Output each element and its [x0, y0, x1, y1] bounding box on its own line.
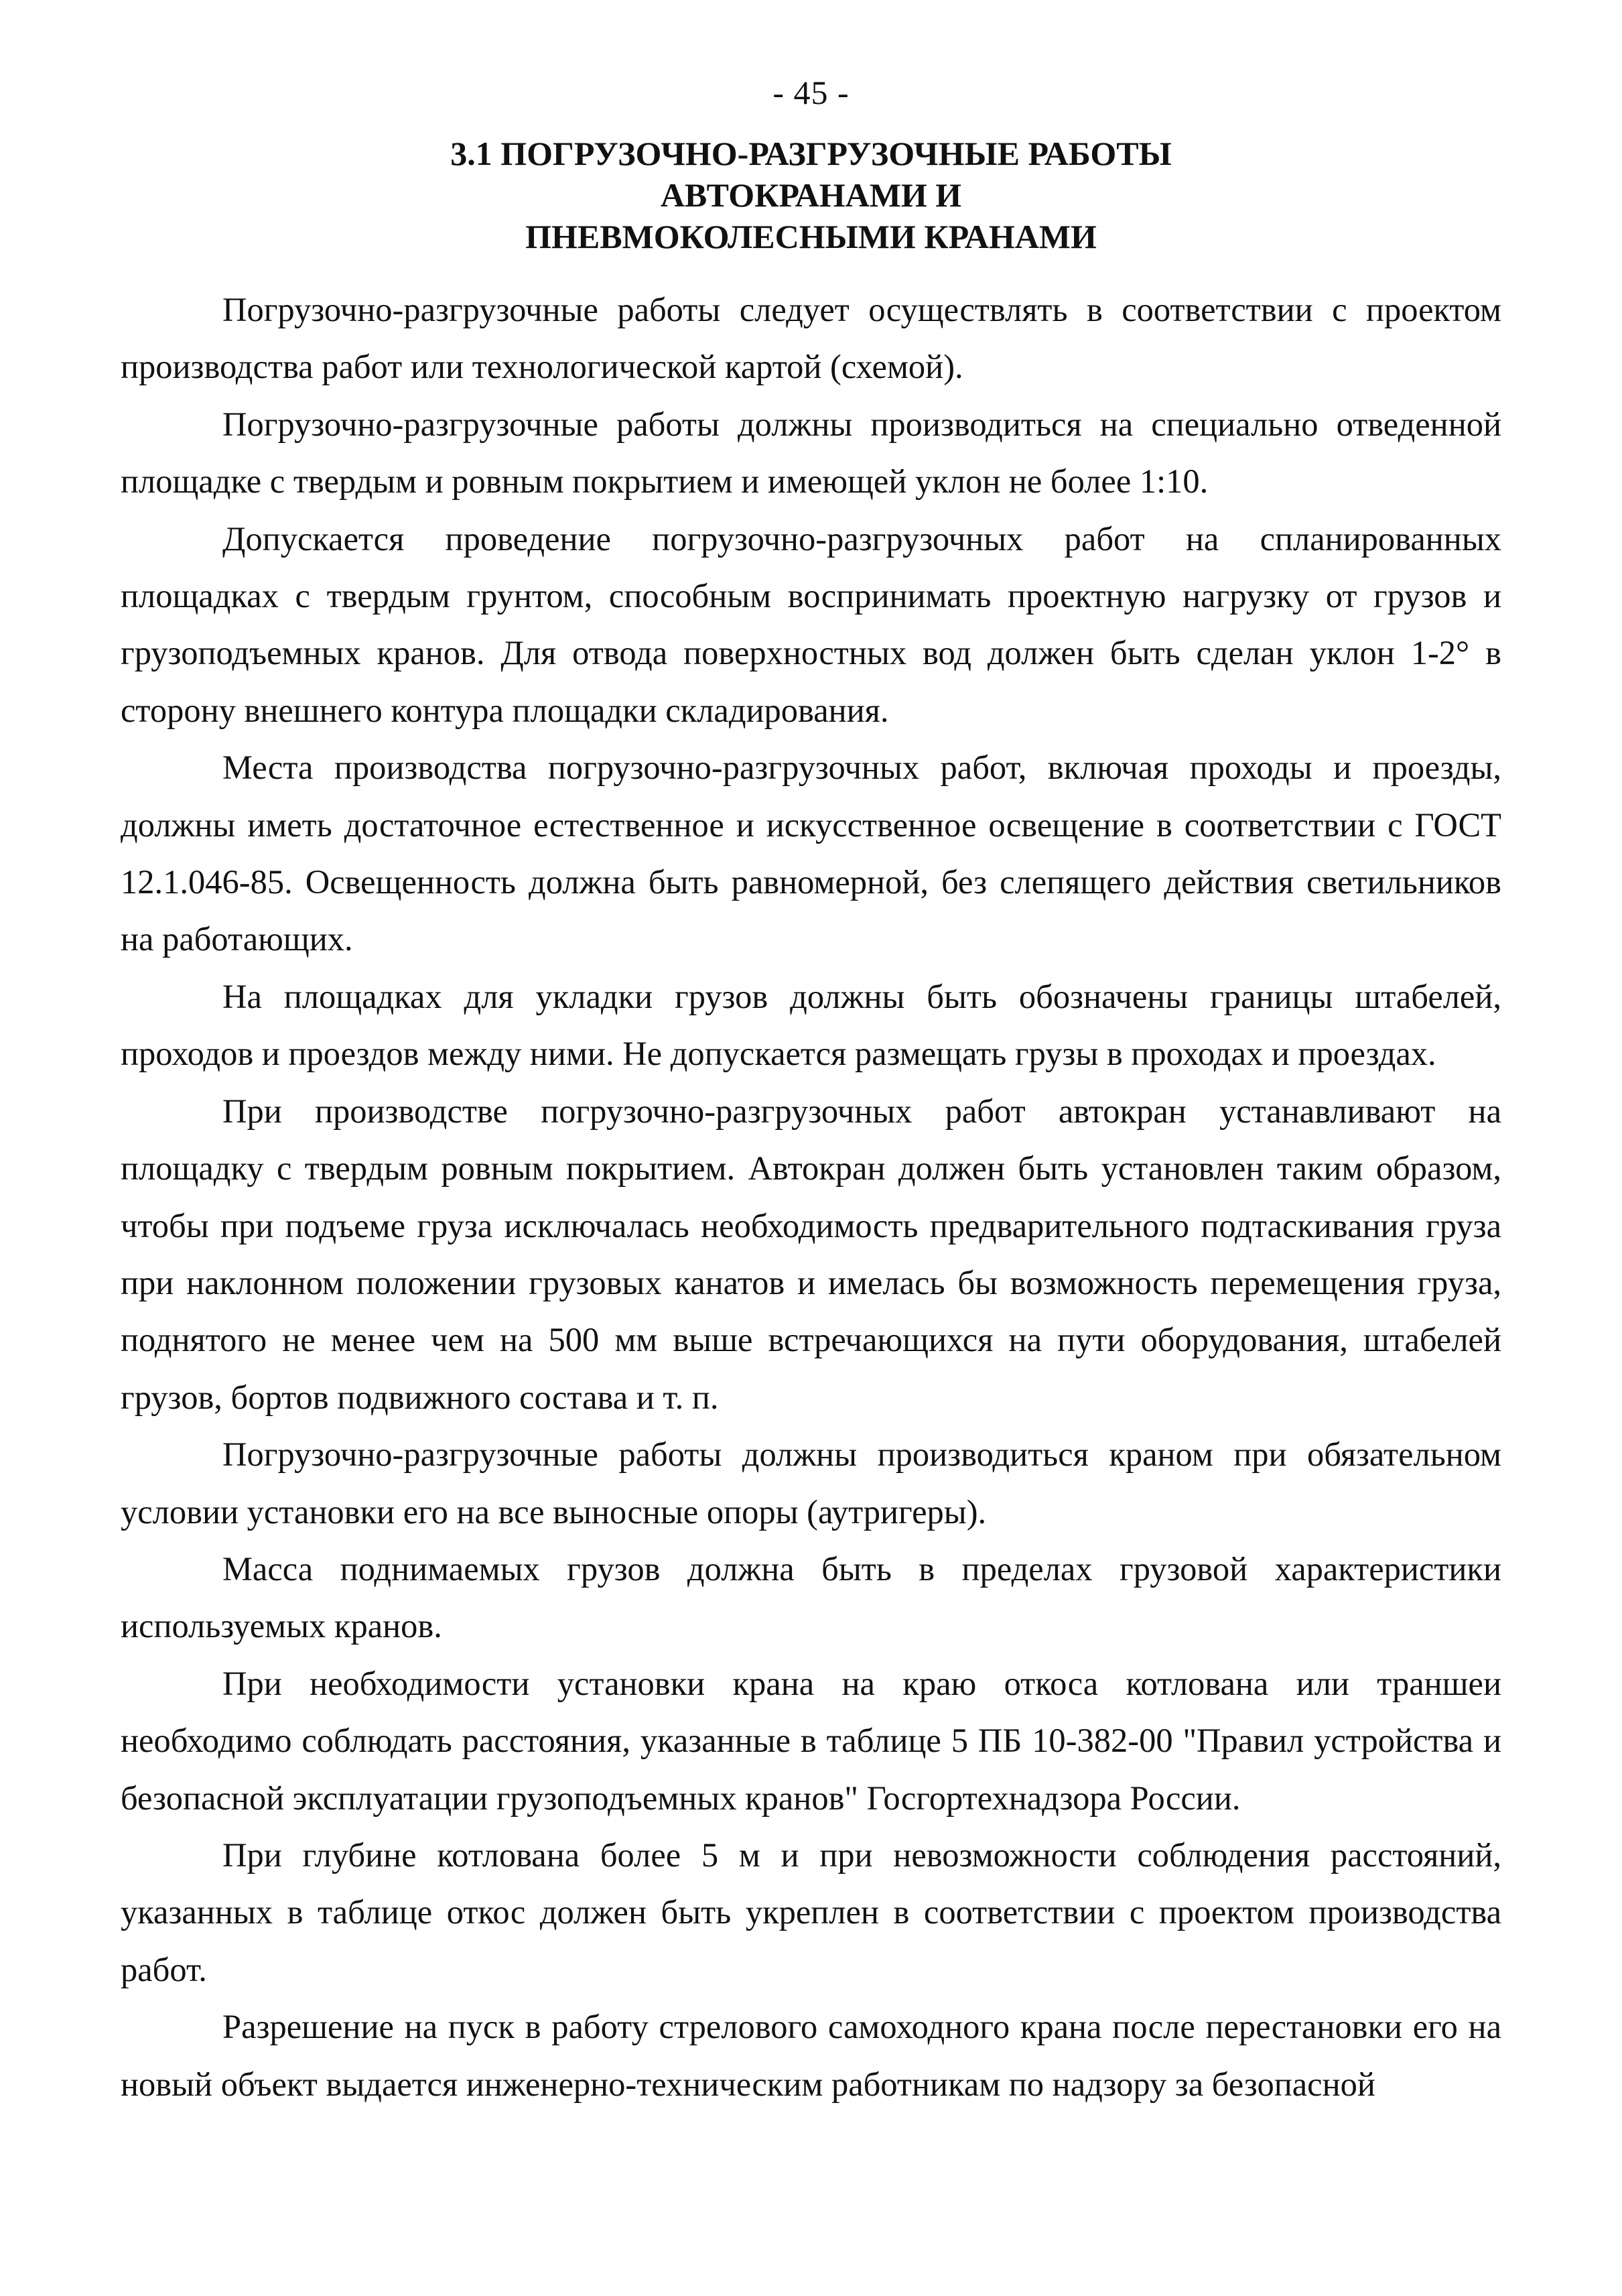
- paragraph-6: При производстве погрузочно-разгрузочных работ автокран устанавливают на площадку с твердым ровным покрытием. Автокран должен быть установлен таким образом, чтобы при подъеме груза исключалась необходимость предварительного подтаскивания груза при наклонном положении грузовых канатов и имелась бы возможность перемещения груза, поднятого не менее чем на 500 мм выше встречающихся на пути оборудования, штабелей грузов, бортов подвижного состава и т. п.: [121, 1092, 1501, 1416]
- section-heading: [121, 133, 1501, 257]
- paragraph-9: При необходимости установки крана на краю откоса котлована или траншеи необходимо соблюдать расстояния, указанные в таблице 5 ПБ 10-382-00 "Правил устройства и безопасной эксплуатации грузоподъемных кранов" Госгортехнадзора России.: [121, 1664, 1501, 1817]
- paragraph-1: Погрузочно-разгрузочные работы следует осуществлять в соответствии с проектом производства работ или технологической картой (схемой).: [121, 291, 1501, 386]
- paragraph-2: Погрузочно-разгрузочные работы должны производиться на специально отведенной площадке с твердым и ровным покрытием и имеющей уклон не более 1:10.: [121, 405, 1501, 501]
- paragraph-5: На площадках для укладки грузов должны быть обозначены границы штабелей, проходов и проездов между ними. Не допускается размещать грузы в проходах и проездах.: [121, 977, 1501, 1073]
- paragraph-8: Масса поднимаемых грузов должна быть в пределах грузовой характеристики используемых кранов.: [121, 1549, 1501, 1645]
- heading-line-1: 3.1 ПОГРУЗОЧНО-РАЗГРУЗОЧНЫЕ РАБОТЫ: [450, 135, 1172, 172]
- paragraph-4: Места производства погрузочно-разгрузочных работ, включая проходы и проезды, должны иметь достаточное естественное и искусственное освещение в соответствии с ГОСТ 12.1.046-85. Освещенность должна быть равномерной, без слепящего действия светильников на работающих.: [121, 749, 1501, 958]
- heading-line-2: АВТОКРАНАМИ И: [660, 176, 962, 214]
- body-text: [121, 281, 1501, 2113]
- paragraph-7: Погрузочно-разгрузочные работы должны производиться краном при обязательном условии установки его на все выносные опоры (аутригеры).: [121, 1436, 1501, 1531]
- paragraph-11: Разрешение на пуск в работу стрелового самоходного крана после перестановки его на новый объект выдается инженерно-техническим работникам по надзору за безопасной: [121, 2008, 1501, 2103]
- page-number: - 45 -: [772, 74, 850, 111]
- heading-line-3: ПНЕВМОКОЛЕСНЫМИ КРАНАМИ: [525, 218, 1097, 255]
- paragraph-3: Допускается проведение погрузочно-разгрузочных работ на спланированных площадках с твердым грунтом, способным воспринимать проектную нагрузку от грузов и грузоподъемных кранов. Для отвода поверхностных вод должен быть сделан уклон 1-2° в сторону внешнего контура площадки складирования.: [121, 519, 1501, 729]
- paragraph-10: При глубине котлована более 5 м и при невозможности соблюдения расстояний, указанных в таблице откос должен быть укреплен в соответствии с проектом производства работ.: [121, 1836, 1501, 1988]
